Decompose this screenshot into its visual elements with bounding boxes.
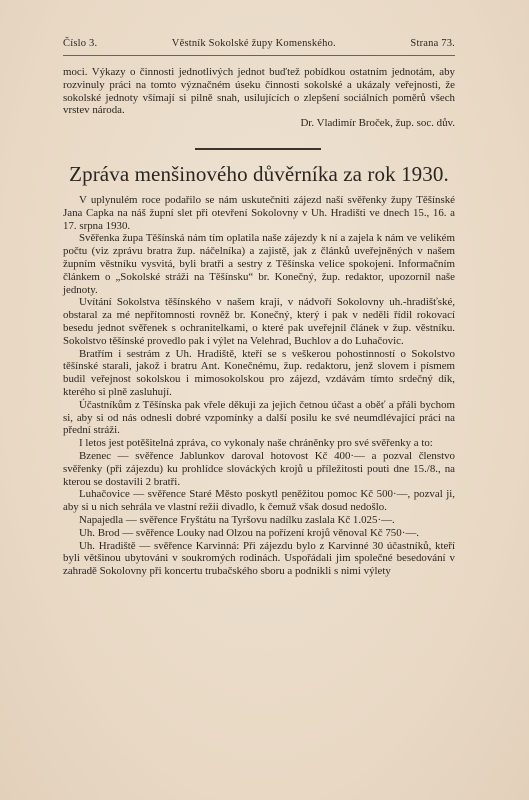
section-divider bbox=[195, 148, 321, 150]
paragraph: Uh. Hradiště — svěřence Karvinná: Při zájezdu bylo z Karvinné 30 účastníků, kteří byli většinou ubytováni v soukromých rodinách. Uspořádali jim společné besedování v zahradě Sokolovny při koncertu trubačského sboru a podnikli s nimi výlety bbox=[63, 539, 455, 578]
page-number: Strana 73. bbox=[410, 38, 455, 49]
paragraph: V uplynulém roce podařilo se nám uskutečniti zájezd naší svěřenky župy Těšínské Jana Capka na náš župní slet při otevření Sokolovny v Uh. Hradišti ve dnech 15., 16. a 17. srpna 1930. bbox=[63, 194, 455, 232]
paragraph: Bratřím i sestrám z Uh. Hradiště, kteří se s veškerou pohostinností o Sokolstvo těšínské starali, jakož i bratru Ant. Konečnému, žup. redaktoru, jenž slovem i písmem budil veřejnost sokolskou i mimosokolskou pro zájezd, vzdávám tímto srdečný dík, kterého si plně zasluhují. bbox=[63, 347, 455, 398]
author-signature: Dr. Vladimír Broček, žup. soc. dův. bbox=[300, 117, 455, 130]
intro-paragraph: moci. Výkazy o činnosti jednotlivých jednot buďtež pobídkou ostatním jednotám, aby rozvinuly práci na tomto význačném úseku činnosti sokolské a ukázaly veřejnosti, že sokolské jednoty všímají si pilně snah, usilujících o zlepšení sociálních poměrů všech vrstev národa. bbox=[63, 66, 455, 117]
paragraph: Účastníkům z Těšínska pak vřele děkuji za jejich četnou účast a oběť a přáli bychom si, aby si od nás odnesli dobré vzpomínky a další posilu ke své neumdlévající práci na přední stráži. bbox=[63, 398, 455, 437]
paragraph: Uvítání Sokolstva těšínského v našem kraji, v nádvoří Sokolovny uh.-hradišťské, obstaral za mé nepřítomnosti rovněž br. Konečný, který i pak v neděli řídil rokovací besedu jednot svěřenek s ochranitelkami, o které pak uveřejnil článek v žup. věstníku. Sokolstvo těšínské provedlo pak i výlet na Velehrad, Buchlov a do Luhačovic. bbox=[63, 296, 455, 347]
paragraph: Svěřenka župa Těšínská nám tím oplatila naše zájezdy k ní a zajela k nám ve velikém počtu (viz zprávu bratra žup. náčelníka) a zajistě, jak z článků uveřejněných v našem župním věstníku vysvitá, byli bratři a sestry z Těšínska velice spokojeni. Informačním článkem o „Sokolské stráži na Těšínsku“ br. Konečný, žup. redaktor, upozornil naše jednoty. bbox=[63, 232, 455, 296]
paragraph: Napajedla — svěřence Fryštátu na Tyršovu nadílku zaslala Kč 1.025·—. bbox=[79, 513, 395, 526]
article-body bbox=[63, 194, 455, 578]
issue-number: Číslo 3. bbox=[63, 38, 98, 49]
page-header bbox=[63, 38, 455, 49]
header-divider bbox=[63, 55, 455, 56]
journal-name: Věstník Sokolské župy Komenského. bbox=[171, 38, 336, 49]
paragraph: Bzenec — svěřence Jablunkov daroval hotovost Kč 400·— a pozval členstvo svěřenky (při zájezdu) ku prohlídce slováckých krojů u příležitosti pouti dne 15./8., na kterou se dostavili 2 bratři. bbox=[63, 449, 455, 488]
paragraph: Uh. Brod — svěřence Louky nad Olzou na pořízení krojů věnoval Kč 750·—. bbox=[79, 526, 419, 539]
paragraph: Luhačovice — svěřence Staré Město poskytl peněžitou pomoc Kč 500·—, pozval ji, aby si u nich sehrála ve vlastní režii divadlo, k čemuž však dosud nedošlo. bbox=[63, 488, 455, 514]
article-title: Zpráva menšinového důvěrníka za rok 1930. bbox=[69, 162, 449, 186]
previous-article-ending bbox=[63, 66, 455, 130]
paragraph: I letos jest potěšitelná zpráva, co vykonaly naše chráněnky pro své svěřenky a to: bbox=[79, 437, 433, 450]
